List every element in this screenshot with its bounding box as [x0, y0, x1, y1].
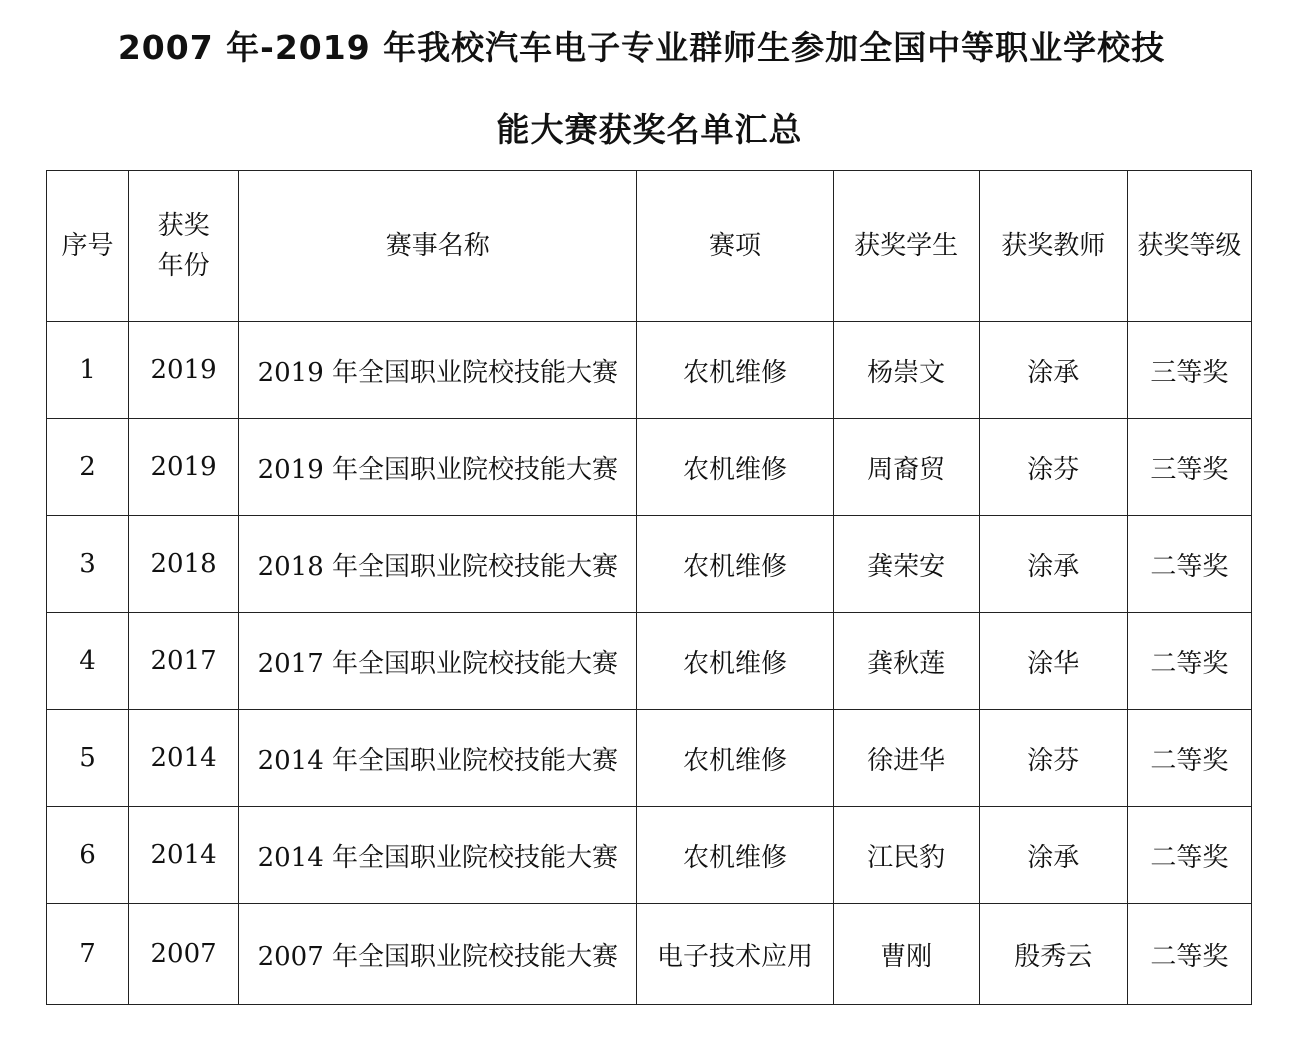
cell-student: 龚荣安: [833, 516, 979, 613]
cell-event: 2007 年全国职业院校技能大赛: [239, 904, 637, 1005]
cell-student: 徐进华: [833, 710, 979, 807]
cell-index: 4: [47, 613, 129, 710]
header-year-line-1: 获奖: [157, 211, 210, 241]
cell-year: 2018: [129, 516, 239, 613]
header-item: 赛项: [637, 171, 833, 322]
cell-teacher: 涂承: [979, 516, 1127, 613]
awards-table: [46, 170, 1252, 1005]
cell-year: 2019: [129, 419, 239, 516]
cell-item: 农机维修: [637, 807, 833, 904]
cell-item: 农机维修: [637, 516, 833, 613]
cell-level: 二等奖: [1127, 904, 1251, 1005]
table-row: [47, 419, 1252, 516]
cell-index: 6: [47, 807, 129, 904]
cell-teacher: 涂芬: [979, 710, 1127, 807]
table-header-row: [47, 171, 1252, 322]
table-row: [47, 322, 1252, 419]
cell-student: 周裔贸: [833, 419, 979, 516]
cell-index: 5: [47, 710, 129, 807]
table-row: [47, 710, 1252, 807]
cell-index: 1: [47, 322, 129, 419]
cell-event: 2017 年全国职业院校技能大赛: [239, 613, 637, 710]
cell-year: 2014: [129, 807, 239, 904]
document-title-line-2: 能大赛获奖名单汇总: [496, 110, 803, 149]
cell-year: 2007: [129, 904, 239, 1005]
cell-item: 农机维修: [637, 419, 833, 516]
cell-item: 农机维修: [637, 613, 833, 710]
document-title-line-1: 2007 年-2019 年我校汽车电子专业群师生参加全国中等职业学校技: [117, 28, 1166, 67]
cell-level: 二等奖: [1127, 807, 1251, 904]
cell-event: 2014 年全国职业院校技能大赛: [239, 807, 637, 904]
table-row: [47, 516, 1252, 613]
header-level: 获奖等级: [1127, 171, 1251, 322]
header-event: 赛事名称: [239, 171, 637, 322]
header-student: 获奖学生: [833, 171, 979, 322]
cell-index: 3: [47, 516, 129, 613]
cell-student: 江民豹: [833, 807, 979, 904]
cell-teacher: 涂华: [979, 613, 1127, 710]
cell-year: 2014: [129, 710, 239, 807]
cell-level: 二等奖: [1127, 710, 1251, 807]
cell-event: 2014 年全国职业院校技能大赛: [239, 710, 637, 807]
cell-event: 2019 年全国职业院校技能大赛: [239, 419, 637, 516]
cell-level: 三等奖: [1127, 419, 1251, 516]
cell-teacher: 殷秀云: [979, 904, 1127, 1005]
cell-teacher: 涂承: [979, 322, 1127, 419]
cell-student: 杨崇文: [833, 322, 979, 419]
table-row: [47, 807, 1252, 904]
header-teacher: 获奖教师: [979, 171, 1127, 322]
cell-item: 电子技术应用: [637, 904, 833, 1005]
cell-teacher: 涂承: [979, 807, 1127, 904]
cell-index: 7: [47, 904, 129, 1005]
header-year-line-2: 年份: [157, 251, 210, 281]
header-index: 序号: [47, 171, 129, 322]
cell-item: 农机维修: [637, 710, 833, 807]
header-year: [129, 171, 239, 322]
cell-level: 三等奖: [1127, 322, 1251, 419]
cell-event: 2018 年全国职业院校技能大赛: [239, 516, 637, 613]
cell-teacher: 涂芬: [979, 419, 1127, 516]
cell-item: 农机维修: [637, 322, 833, 419]
cell-level: 二等奖: [1127, 516, 1251, 613]
cell-student: 曹刚: [833, 904, 979, 1005]
cell-year: 2019: [129, 322, 239, 419]
table-row: [47, 613, 1252, 710]
cell-student: 龚秋莲: [833, 613, 979, 710]
table-row: [47, 904, 1252, 1005]
cell-index: 2: [47, 419, 129, 516]
cell-year: 2017: [129, 613, 239, 710]
cell-event: 2019 年全国职业院校技能大赛: [239, 322, 637, 419]
cell-level: 二等奖: [1127, 613, 1251, 710]
